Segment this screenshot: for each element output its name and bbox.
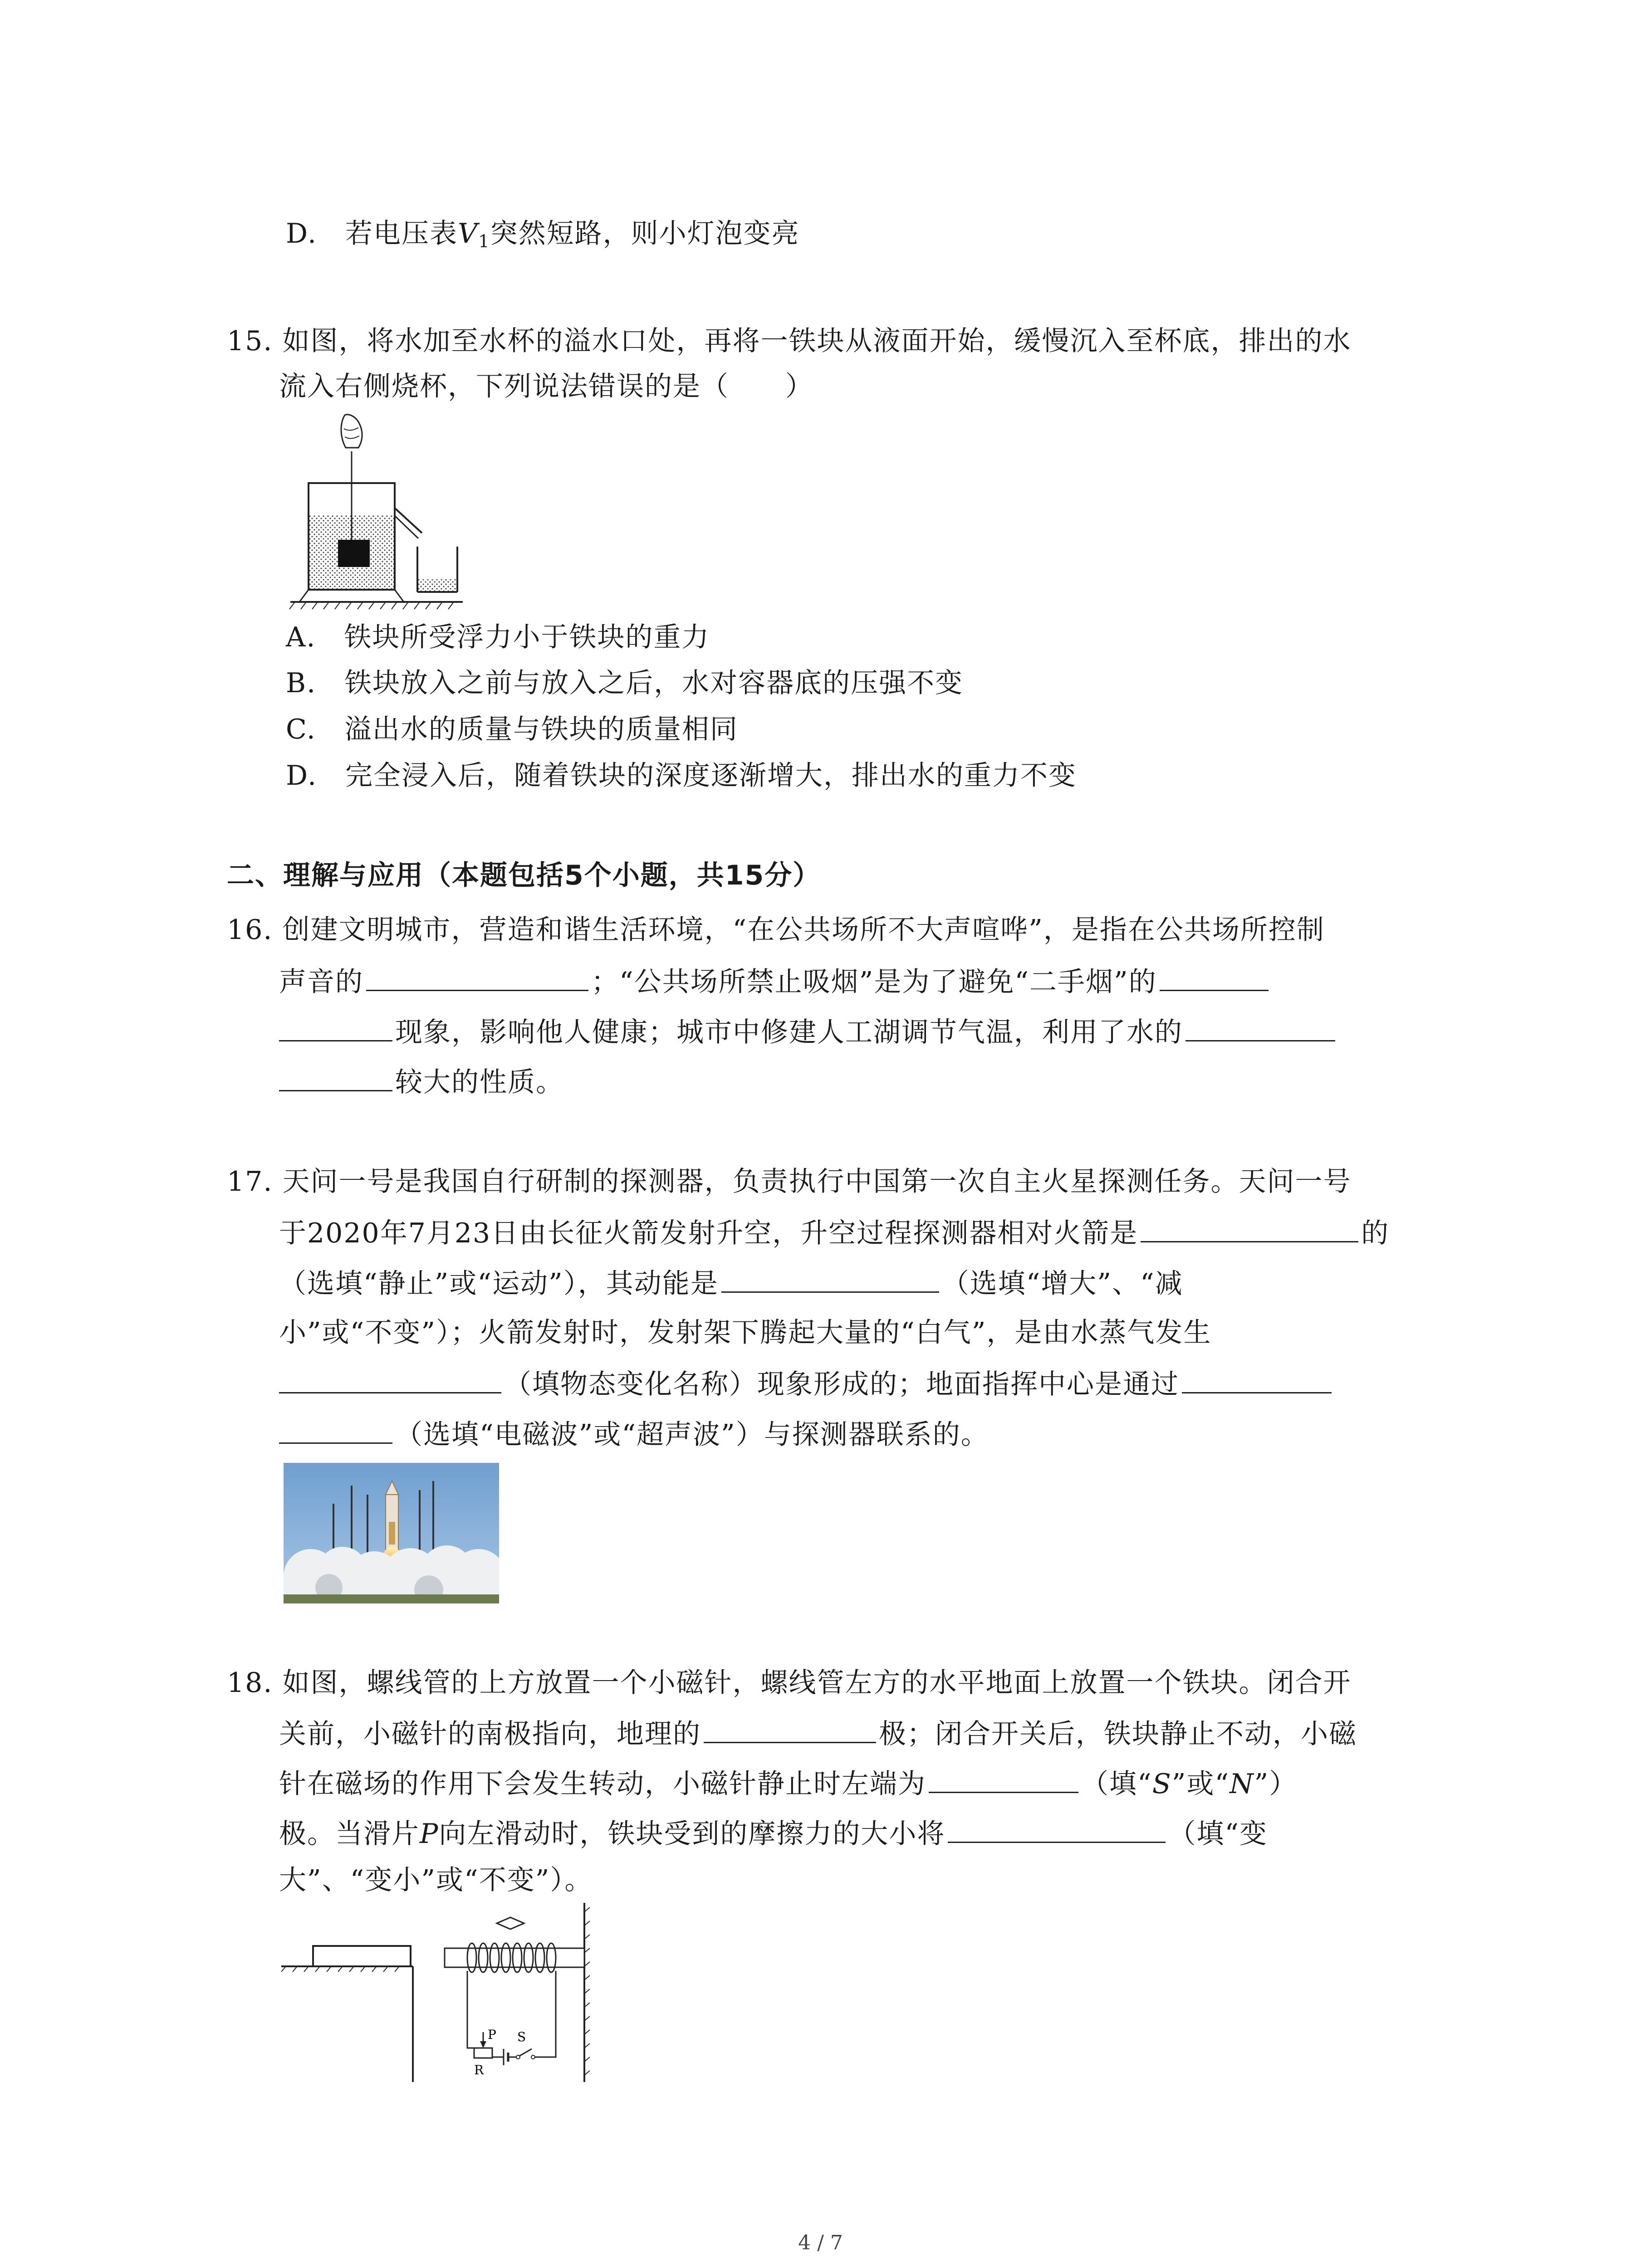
q18-line5: 大”、“变小”或“不变”）。 — [279, 1864, 593, 1896]
q17-line3: （选填“静止”或“运动”），其动能是 （选填“增大”、“减 — [279, 1264, 1183, 1302]
q16-blank-2-cont — [279, 1013, 392, 1041]
q17-line6: （选填“电磁波”或“超声波”）与探测器联系的。 — [279, 1415, 989, 1453]
rheostat-r-label: R — [474, 2063, 484, 2077]
q17-blank-4-cont — [279, 1415, 392, 1444]
slider-p-label: P — [488, 2027, 496, 2042]
q18-blank-1[interactable] — [704, 1715, 876, 1743]
page-number: 4 / 7 — [798, 2231, 843, 2254]
q15-option-a: A. 铁块所受浮力小于铁块的重力 — [286, 621, 710, 653]
q18-blank-2[interactable] — [929, 1765, 1078, 1793]
q17-blank-1[interactable] — [1141, 1214, 1358, 1242]
q18-line3: 针在磁场的作用下会发生转动，小磁针静止时左端为 （填“S”或“N”） — [279, 1765, 1297, 1802]
q15-stem-line1: 15. 如图，将水加至水杯的溢水口处，再将一铁块从液面开始，缓慢沉入至杯底，排出的水 — [227, 325, 1352, 357]
q16-line2: 声音的 ；“公共场所禁止吸烟”是为了避免“二手烟”的 — [279, 963, 1271, 1000]
q18-line4: 极。当滑片P向左滑动时，铁块受到的摩擦力的大小将 （填“变 — [279, 1814, 1268, 1852]
q16-line1: 16. 创建文明城市，营造和谐生活环境，“在公共场所不大声喧哗”，是指在公共场所控制 — [227, 914, 1325, 946]
q16-line4: 较大的性质。 — [279, 1063, 564, 1100]
q16-blank-2[interactable] — [1160, 963, 1269, 991]
switch-s-label: S — [517, 2029, 526, 2044]
q15-option-c: C. 溢出水的质量与铁块的质量相同 — [286, 714, 738, 745]
q17-line4: 小”或“不变”）；火箭发射时，发射架下腾起大量的“白气”，是由水蒸气发生 — [279, 1317, 1212, 1349]
q18-blank-3[interactable] — [948, 1814, 1166, 1843]
q17-line2: 于2020年7月23日由长征火箭发射升空，升空过程探测器相对火箭是 的 — [279, 1214, 1389, 1251]
q17-line5: （填物态变化名称）现象形成的；地面指挥中心是通过 — [279, 1365, 1334, 1403]
solenoid-circuit-figure — [281, 1903, 599, 2084]
q18-line1: 18. 如图，螺线管的上方放置一个小磁针，螺线管左方的水平地面上放置一个铁块。闭合开 — [227, 1667, 1352, 1699]
q16-line3: 现象，影响他人健康；城市中修建人工湖调节气温，利用了水的 — [279, 1013, 1338, 1051]
q16-blank-3-cont — [279, 1063, 392, 1091]
q15-stem-line2: 流入右侧烧杯，下列说法错误的是（ ） — [279, 371, 813, 402]
q15-option-b: B. 铁块放入之前与放入之后，水对容器底的压强不变 — [286, 667, 964, 699]
q15-option-d: D. 完全浸入后，随着铁块的深度逐渐增大，排出水的重力不变 — [286, 760, 1077, 792]
q18-line2: 关前，小磁针的南极指向，地理的 极；闭合开关后，铁块静止不动，小磁 — [279, 1715, 1357, 1752]
q17-blank-3[interactable] — [279, 1365, 501, 1393]
q16-blank-3[interactable] — [1185, 1013, 1335, 1041]
q17-blank-4[interactable] — [1182, 1365, 1332, 1393]
section-title: 二、理解与应用（本题包括5个小题，共15分） — [227, 860, 821, 891]
q14-option-d: D. 若电压表$V_1$突然短路，则小灯泡变亮 — [286, 218, 800, 251]
q16-blank-1[interactable] — [366, 963, 588, 991]
rocket-launch-photo — [284, 1463, 499, 1603]
q17-line1: 17. 天问一号是我国自行研制的探测器，负责执行中国第一次自主火星探测任务。天问一号 — [227, 1166, 1352, 1198]
q17-blank-2[interactable] — [721, 1264, 939, 1293]
overflow-cup-figure — [286, 411, 467, 610]
